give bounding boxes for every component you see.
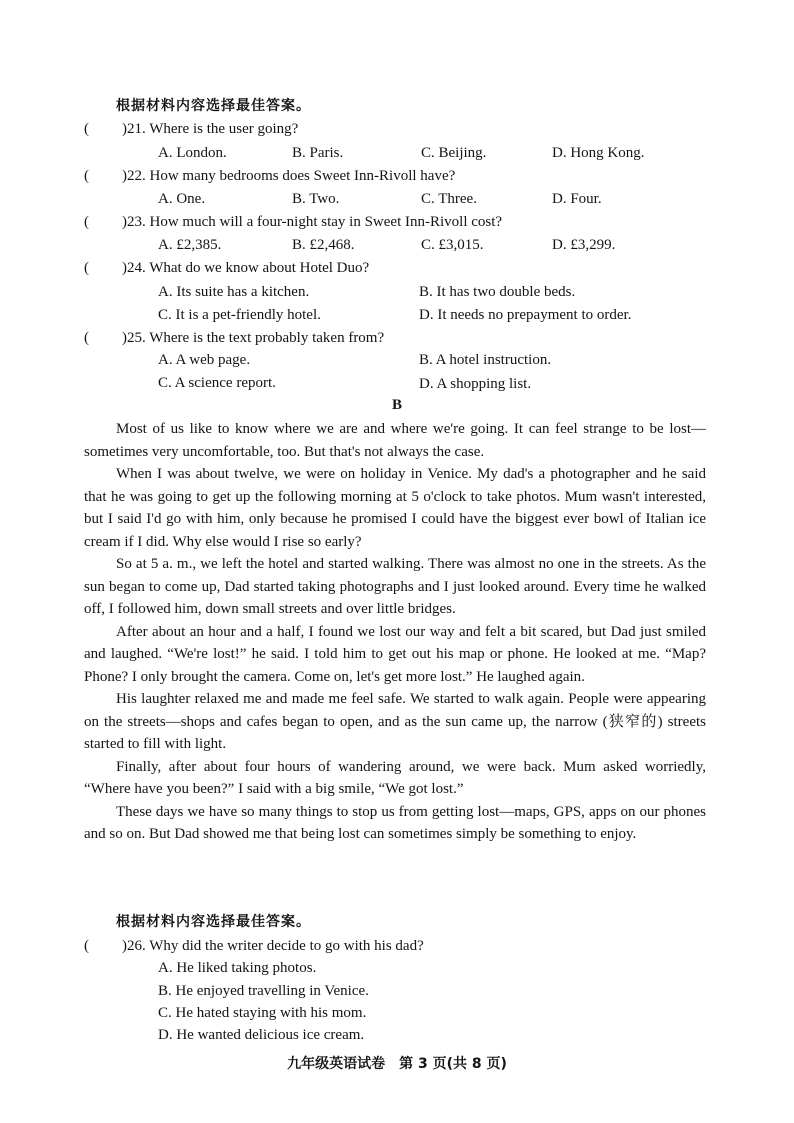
answer-blank[interactable]: ( <box>84 121 89 137</box>
question-25-text: )25. Where is the text probably taken from? <box>122 330 385 346</box>
question-23-text: )23. How much will a four-night stay in Sweet Inn-Rivoll cost? <box>122 214 503 230</box>
q26-option-a: A. He liked taking photos. <box>158 960 317 976</box>
q24-option-b: B. It has two double beds. <box>419 284 576 300</box>
section-heading-b: B <box>392 397 403 413</box>
passage-paragraph-1: Most of us like to know where we are and where we're going. It can feel strange to be lost—sometimes very uncomfortable, too. But that's not always the case. <box>84 421 706 460</box>
instruction-heading-2: 根据材料内容选择最佳答案。 <box>116 914 311 930</box>
answer-blank[interactable]: ( <box>84 938 89 954</box>
question-21-text: )21. Where is the user going? <box>122 121 299 137</box>
q22-option-d: D. Four. <box>552 191 602 207</box>
q25-option-c: C. A science report. <box>158 375 276 391</box>
q21-option-b: B. Paris. <box>292 145 344 161</box>
q25-option-a: A. A web page. <box>158 352 251 368</box>
q23-option-b: B. £2,468. <box>292 237 355 253</box>
question-24-text: )24. What do we know about Hotel Duo? <box>122 260 370 276</box>
passage-paragraph-4: After about an hour and a half, I found we lost our way and felt a bit scared, but Dad just smiled and laughed. “We're lost!” he said. I told him to get out his map or phone. He looked at me. “Map? Phone? I only brought the camera. Come on, let's get more lost.” He laughed again. <box>84 623 706 685</box>
q24-option-d: D. It needs no prepayment to order. <box>419 307 632 323</box>
answer-blank[interactable]: ( <box>84 168 89 184</box>
answer-blank[interactable]: ( <box>84 330 89 346</box>
answer-blank[interactable]: ( <box>84 214 89 230</box>
q21-option-a: A. London. <box>158 145 227 161</box>
question-26 <box>84 936 424 956</box>
q21-option-c: C. Beijing. <box>421 145 487 161</box>
q23-option-d: D. £3,299. <box>552 237 616 253</box>
question-21 <box>84 119 298 139</box>
question-23 <box>84 212 502 232</box>
passage-paragraph-6: Finally, after about four hours of wandering around, we were back. Mum asked worriedly, “Where have you been?” I said with a big smile, “We got lost.” <box>84 758 706 797</box>
q25-option-d: D. A shopping list. <box>419 376 532 392</box>
q23-option-a: A. £2,385. <box>158 237 222 253</box>
page-footer: 九年级英语试卷 第 3 页(共 8 页) <box>287 1056 507 1072</box>
q26-option-b: B. He enjoyed travelling in Venice. <box>158 983 369 999</box>
q26-option-c: C. He hated staying with his mom. <box>158 1005 367 1021</box>
answer-blank[interactable]: ( <box>84 260 89 276</box>
reading-passage <box>84 418 706 846</box>
q24-option-a: A. Its suite has a kitchen. <box>158 284 310 300</box>
q22-option-b: B. Two. <box>292 191 340 207</box>
question-26-text: )26. Why did the writer decide to go with his dad? <box>122 938 424 954</box>
instruction-heading: 根据材料内容选择最佳答案。 <box>116 98 311 114</box>
q26-option-d: D. He wanted delicious ice cream. <box>158 1027 365 1043</box>
question-22 <box>84 166 455 186</box>
q21-option-d: D. Hong Kong. <box>552 145 645 161</box>
q22-option-a: A. One. <box>158 191 206 207</box>
question-24 <box>84 258 369 278</box>
passage-paragraph-7: These days we have so many things to stop us from getting lost—maps, GPS, apps on our phones and so on. But Dad showed me that being lost can sometimes simply be something to enjoy. <box>84 803 706 842</box>
passage-paragraph-5: His laughter relaxed me and made me feel safe. We started to walk again. People were appearing on the streets—shops and cafes began to open, and as the sun came up, the narrow (狭窄的) streets started to fill with light. <box>84 691 706 752</box>
passage-paragraph-2: When I was about twelve, we were on holiday in Venice. My dad's a photographer and he said that he was going to get up the following morning at 5 o'clock to take photos. Mum wasn't interested, but I said I'd go with him, only because he promised I could have the biggest ever bowl of Italian ice cream if I did. Why else would I rise so early? <box>84 466 706 550</box>
q22-option-c: C. Three. <box>421 191 477 207</box>
q25-option-b: B. A hotel instruction. <box>419 352 552 368</box>
question-22-text: )22. How many bedrooms does Sweet Inn-Rivoll have? <box>122 168 456 184</box>
question-25 <box>84 328 384 348</box>
q24-option-c: C. It is a pet-friendly hotel. <box>158 307 321 323</box>
q23-option-c: C. £3,015. <box>421 237 484 253</box>
passage-paragraph-3: So at 5 a. m., we left the hotel and started walking. There was almost no one in the streets. As the sun began to come up, Dad started taking photographs and I just looked around. Every time he walked off, I followed him, down small streets and over little bridges. <box>84 556 706 617</box>
